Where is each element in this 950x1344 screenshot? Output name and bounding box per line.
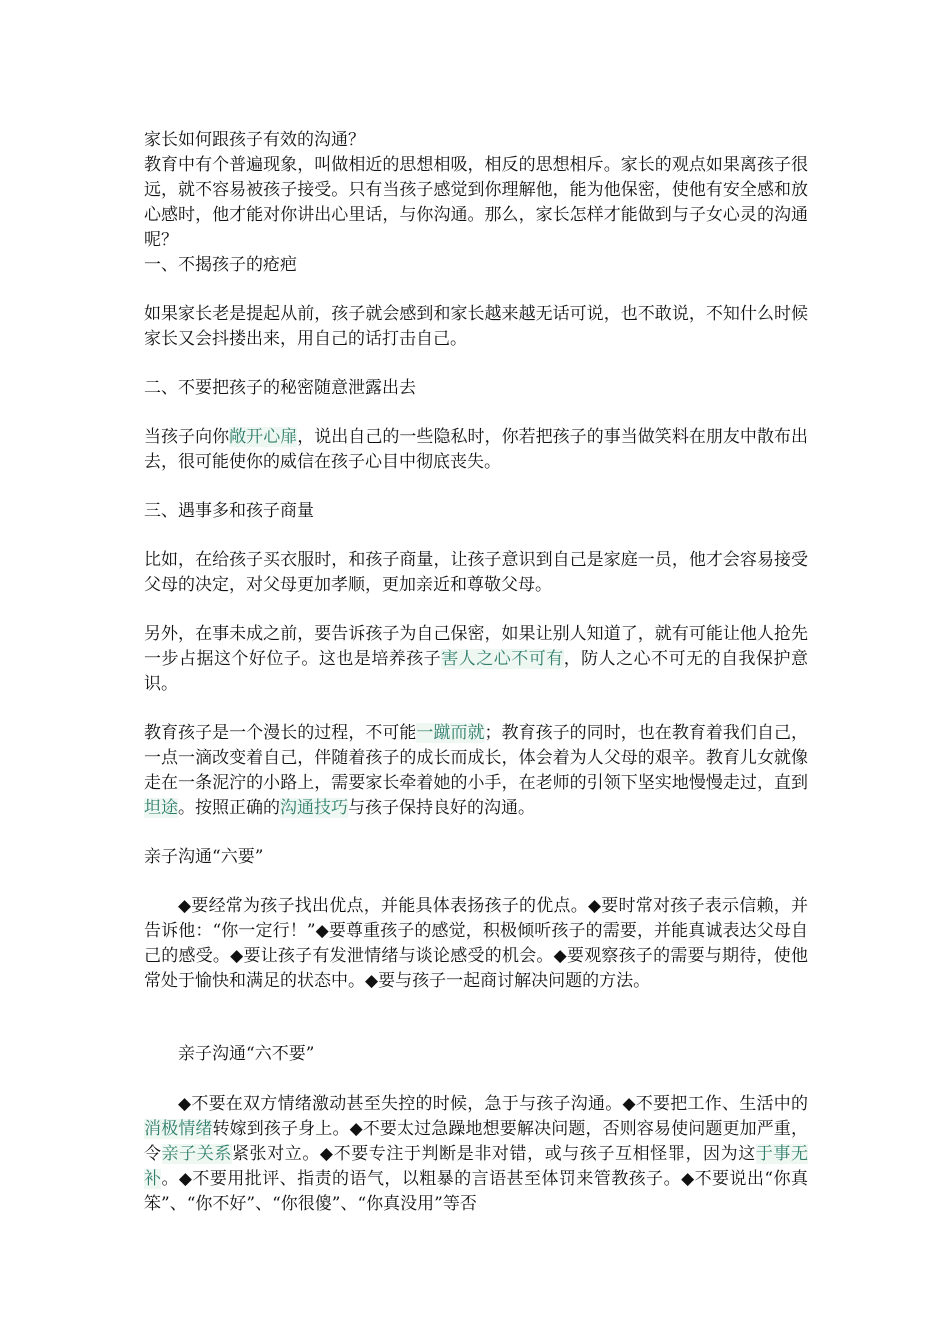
- section-3-paragraph-1: 比如，在给孩子买衣服时，和孩子商量，让孩子意识到自己是家庭一员，他才会容易接受父母的决定，对父母更加孝顺，更加亲近和尊敬父母。: [144, 550, 808, 595]
- intro-paragraph: 教育中有个普遍现象，叫做相近的思想相吸，相反的思想相斥。家长的观点如果离孩子很远，就不容易被孩子接受。只有当孩子感觉到你理解他，能为他保密，使他有安全感和放心感时，他才能对你讲出心里话，与你沟通。那么，家长怎样才能做到与子女心灵的沟通呢？: [144, 155, 808, 250]
- text-run: 紧张对立。◆不要专注于判断是非对错，或与孩子互相怪罪，因为这: [231, 1144, 756, 1164]
- text-run: 。◆不要用批评、指责的语气，以粗暴的言语甚至体罚来管教孩子。◆不要说出“你真笨”、“你不好”、“你很傻”、“你真没用”等否: [144, 1169, 808, 1214]
- text-run: 当孩子向你: [144, 427, 230, 447]
- six-donts-body: [144, 1092, 808, 1217]
- text-run: 另外，在事未成之前，要告诉孩子为自己保密，如果让别人知道了，就有可能让他人抢先一步占据这个好位子。这也是培养孩子: [144, 624, 808, 669]
- link-proverb[interactable]: 害人之心不可有: [441, 649, 564, 669]
- text-run: 。按照正确的: [178, 798, 280, 818]
- link-smooth-road[interactable]: 坦途: [144, 798, 178, 818]
- section-2-body: [144, 425, 808, 475]
- six-donts-heading: 亲子沟通“六不要”: [178, 1044, 315, 1064]
- section-2-heading: 二、不要把孩子的秘密随意泄露出去: [144, 378, 416, 398]
- link-negative-emotions[interactable]: 消极情绪: [144, 1119, 213, 1139]
- text-run: ；教育孩子的同时，也在教育着我们自己，一点一滴改变着自己，伴随着孩子的成长而成长，体会着为人父母的艰辛。教育儿女就像走在一条泥泞的小路上，需要家长牵着她的小手，在老师的引领下坚实地慢慢走过，直到: [144, 723, 809, 793]
- section-1-heading: 一、不揭孩子的疮疤: [144, 255, 297, 275]
- link-overnight[interactable]: 一蹴而就: [416, 723, 485, 743]
- link-open-heart[interactable]: 敞开心扉: [229, 427, 298, 447]
- text-run: ◆不要在双方情绪激动甚至失控的时候，急于与孩子沟通。◆不要把工作、生活中的: [178, 1094, 808, 1114]
- section-1-body: 如果家长老是提起从前，孩子就会感到和家长越来越无话可说，也不敢说，不知什么时候家长又会抖搂出来，用自己的话打击自己。: [144, 304, 808, 349]
- six-dos-body: ◆要经常为孩子找出优点，并能具体表扬孩子的优点。◆要时常对孩子表示信赖，并告诉他：“你一定行！”◆要尊重孩子的感觉，积极倾听孩子的需要，并能真诚表达父母自己的感受。◆要让孩子有发泄情绪与谈论感受的机会。◆要观察孩子的需要与期待，使他常处于愉快和满足的状态中。◆要与孩子一起商讨解决问题的方法。: [144, 896, 808, 991]
- education-paragraph: [144, 721, 808, 821]
- link-no-help[interactable]: 于事无补: [144, 1144, 809, 1189]
- link-parent-child-relationship[interactable]: 亲子关系: [161, 1144, 232, 1164]
- text-run: 转嫁到孩子身上。◆不要太过急躁地想要解决问题，否则容易使问题更加严重，令: [144, 1119, 809, 1164]
- document-title: 家长如何跟孩子有效的沟通？: [144, 130, 365, 150]
- six-dos-heading: 亲子沟通“六要”: [144, 847, 264, 867]
- text-run: ，防人之心不可无的自我保护意识。: [144, 649, 809, 694]
- text-run: 教育孩子是一个漫长的过程，不可能: [144, 723, 417, 743]
- link-communication-skills[interactable]: 沟通技巧: [280, 798, 348, 818]
- text-run: 与孩子保持良好的沟通。: [348, 798, 535, 818]
- section-3-heading: 三、遇事多和孩子商量: [144, 501, 314, 521]
- section-3-paragraph-2: [144, 622, 808, 697]
- text-run: ，说出自己的一些隐私时，你若把孩子的事当做笑料在朋友中散布出去，很可能使你的威信在孩子心目中彻底丧失。: [144, 427, 809, 472]
